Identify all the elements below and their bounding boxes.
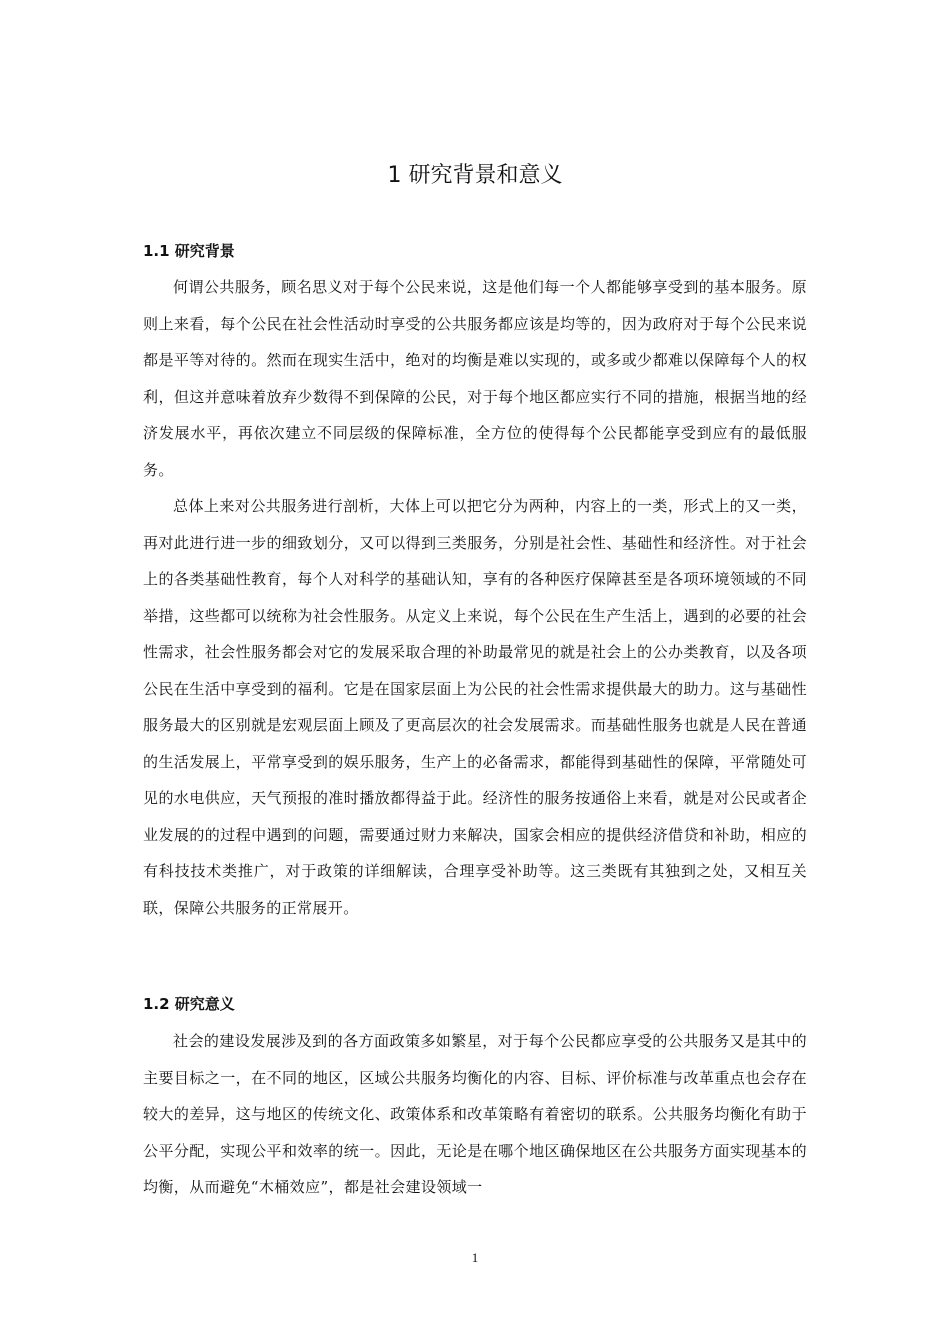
chapter-title: 1 研究背景和意义 bbox=[387, 163, 563, 188]
paragraph: 何谓公共服务，顾名思义对于每个公民来说，这是他们每一个人都能够享受到的基本服务。原则上来看，每个公民在社会性活动时享受的公共服务都应该是均等的，因为政府对于每个公民来说都是平等对待的。然而在现实生活中，绝对的均衡是难以实现的，或多或少都难以保障每个人的权利，但这并意味着放弃少数得不到保障的公民，对于每个地区都应实行不同的措施，根据当地的经济发展水平，再依次建立不同层级的保障标准，全方位的使得每个公民都能享受到应有的最低服务。 bbox=[143, 278, 807, 479]
section-body-background bbox=[143, 269, 807, 926]
paragraph: 社会的建设发展涉及到的各方面政策多如繁星，对于每个公民都应享受的公共服务又是其中的主要目标之一，在不同的地区，区域公共服务均衡化的内容、目标、评价标准与改革重点也会存在较大的差异，这与地区的传统文化、政策体系和改革策略有着密切的联系。公共服务均衡化有助于公平分配，实现公平和效率的统一。因此，无论是在哪个地区确保地区在公共服务方面实现基本的均衡，从而避免“木桶效应”，都是社会建设领域一 bbox=[143, 1032, 807, 1196]
paragraph: 总体上来对公共服务进行剖析，大体上可以把它分为两种，内容上的一类，形式上的又一类，再对此进行进一步的细致划分，又可以得到三类服务，分别是社会性、基础性和经济性。对于社会上的各类基础性教育，每个人对科学的基础认知，享有的各种医疗保障甚至是各项环境领域的不同举措，这些都可以统称为社会性服务。从定义上来说，每个公民在生产生活上，遇到的必要的社会性需求，社会性服务都会对它的发展采取合理的补助最常见的就是社会上的公办类教育，以及各项公民在生活中享受到的福利。它是在国家层面上为公民的社会性需求提供最大的助力。这与基础性服务最大的区别就是宏观层面上顾及了更高层次的社会发展需求。而基础性服务也就是人民在普通的生活发展上，平常享受到的娱乐服务，生产上的必备需求，都能得到基础性的保障，平常随处可见的水电供应，天气预报的准时播放都得益于此。经济性的服务按通俗上来看，就是对公民或者企业发展的的过程中遇到的问题，需要通过财力来解决，国家会相应的提供经济借贷和补助，相应的有科技技术类推广，对于政策的详细解读，合理享受补助等。这三类既有其独到之处，又相互关联，保障公共服务的正常展开。 bbox=[143, 497, 807, 917]
section-heading-significance: 1.2 研究意义 bbox=[143, 995, 235, 1013]
page-number: 1 bbox=[471, 1250, 479, 1265]
section-heading-background: 1.1 研究背景 bbox=[143, 242, 235, 260]
section-body-significance bbox=[143, 1023, 807, 1206]
